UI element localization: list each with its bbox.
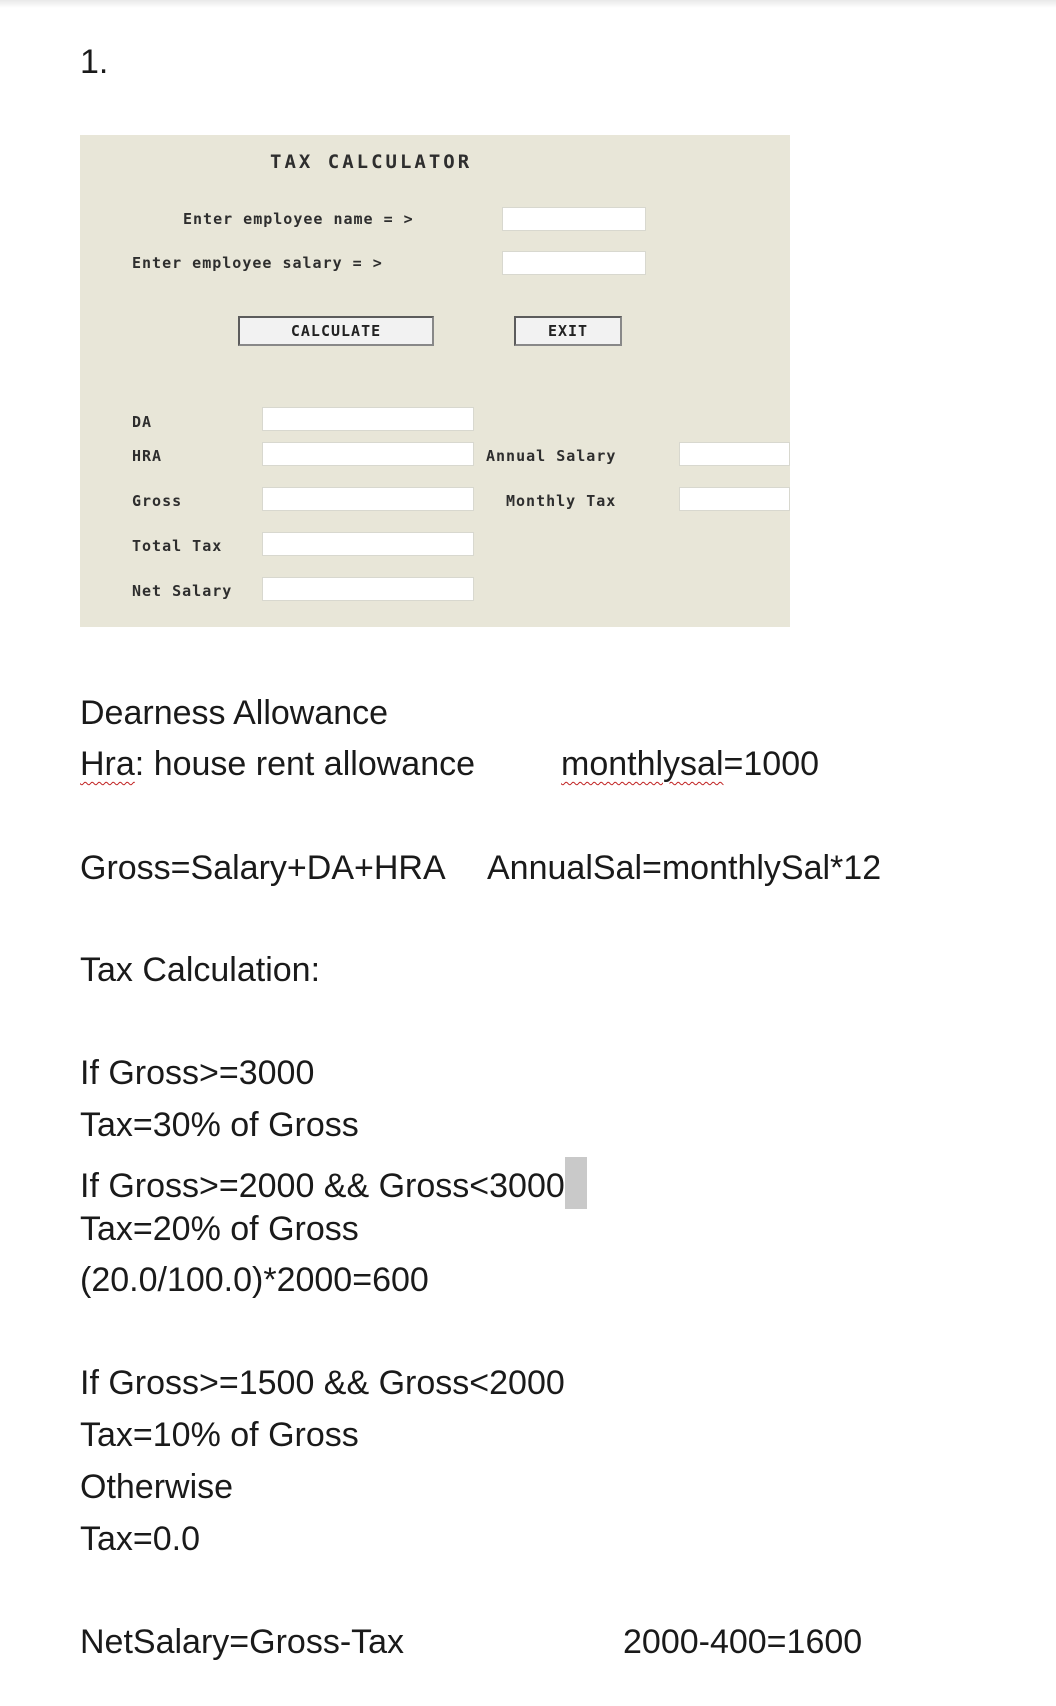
net-salary-field[interactable] [262, 577, 474, 601]
rule3-tax: Tax=10% of Gross [80, 1416, 359, 1454]
rule3-condition: If Gross>=1500 && Gross<2000 [80, 1364, 565, 1402]
net-salary-label: Net Salary [132, 582, 233, 600]
annual-salary-label: Annual Salary [486, 447, 617, 465]
da-field[interactable] [262, 407, 474, 431]
rule2-condition: If Gross>=2000 && Gross<3000 [80, 1167, 565, 1205]
net-salary-example: 2000-400=1600 [623, 1623, 863, 1661]
hra-word: Hra [80, 745, 135, 783]
hra-label: HRA [132, 447, 163, 465]
rule2-tax: Tax=20% of Gross [80, 1210, 359, 1248]
total-tax-label: Total Tax [132, 537, 223, 555]
rule1-tax: Tax=30% of Gross [80, 1106, 359, 1144]
annual-formula-text: AnnualSal=monthlySal*12 [487, 849, 882, 887]
tax-calculation-heading: Tax Calculation: [80, 951, 321, 989]
employee-salary-input[interactable] [502, 251, 646, 275]
hra-field[interactable] [262, 442, 474, 466]
calculate-button[interactable]: CALCULATE [238, 316, 434, 346]
monthly-tax-field[interactable] [679, 487, 790, 511]
monthlysal-value: =1000 [723, 745, 820, 783]
net-salary-formula: NetSalary=Gross-Tax [80, 1623, 405, 1661]
hra-definition-text [80, 744, 475, 784]
otherwise-tax: Tax=0.0 [80, 1520, 201, 1558]
page-top-border [0, 0, 1056, 8]
text-selection-highlight [565, 1157, 587, 1209]
da-label: DA [132, 413, 153, 431]
gross-formula-text: Gross=Salary+DA+HRA [80, 849, 446, 887]
monthlysal-word: monthlysal [561, 745, 724, 783]
rule2-example: (20.0/100.0)*2000=600 [80, 1261, 429, 1299]
exit-button[interactable]: EXIT [514, 316, 622, 346]
gross-label: Gross [132, 492, 183, 510]
annual-salary-field[interactable] [679, 442, 790, 466]
employee-name-label: Enter employee name = > [183, 210, 414, 228]
gross-field[interactable] [262, 487, 474, 511]
rule1-condition: If Gross>=3000 [80, 1054, 315, 1092]
hra-definition-rest: : house rent allowance [134, 745, 476, 783]
employee-name-input[interactable] [502, 207, 646, 231]
item-number: 1. [80, 43, 109, 81]
total-tax-field[interactable] [262, 532, 474, 556]
dearness-allowance-text: Dearness Allowance [80, 694, 389, 732]
otherwise-text: Otherwise [80, 1468, 234, 1506]
form-title: TAX CALCULATOR [270, 151, 473, 173]
monthlysal-text [561, 744, 819, 784]
employee-salary-label: Enter employee salary = > [132, 254, 383, 272]
rule2-condition-line [80, 1157, 587, 1209]
monthly-tax-label: Monthly Tax [506, 492, 617, 510]
tax-calculator-form [80, 135, 790, 627]
